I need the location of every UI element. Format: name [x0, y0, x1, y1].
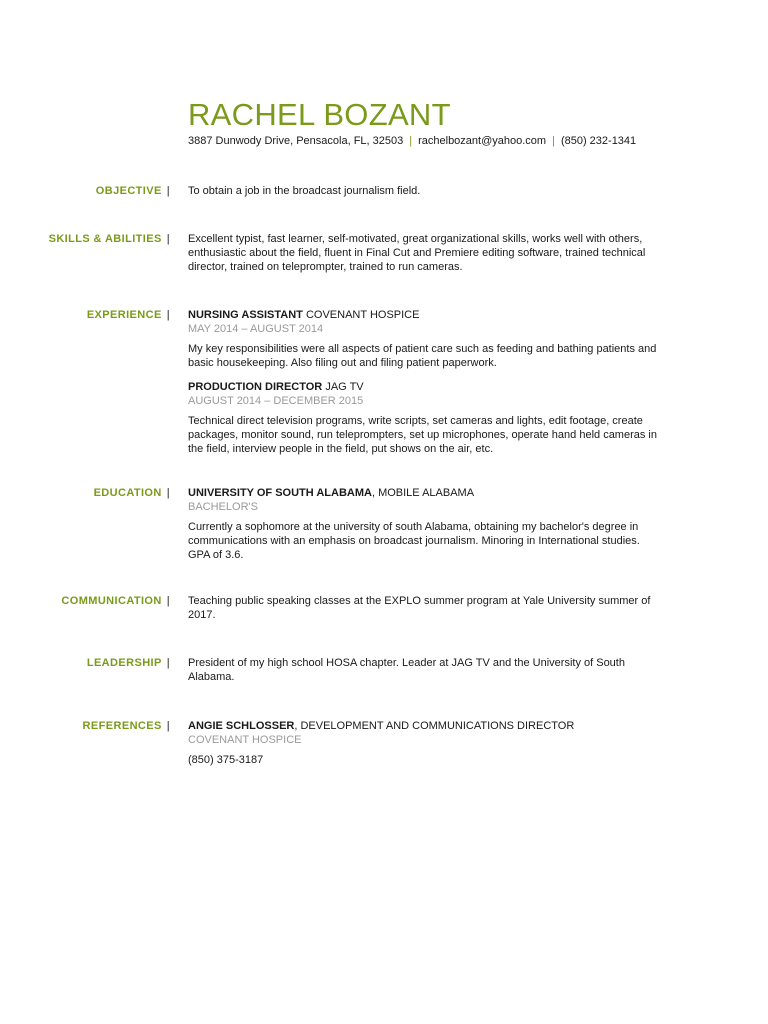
experience-content	[188, 308, 658, 456]
address: 3887 Dunwody Drive, Pensacola, FL, 32503	[188, 135, 404, 147]
education-heading	[188, 486, 658, 500]
reference-heading	[188, 719, 658, 733]
leadership-text: President of my high school HOSA chapter. Leader at JAG TV and the University of South Alabama.	[188, 657, 625, 683]
contact-line	[188, 134, 636, 148]
job-company: COVENANT HOSPICE	[305, 309, 420, 321]
school-location: , MOBILE ALABAMA	[371, 487, 475, 499]
job-company: JAG TV	[325, 381, 364, 393]
label-divider: |	[166, 309, 170, 321]
phone: (850) 232-1341	[560, 135, 637, 147]
label-divider: |	[166, 657, 170, 669]
section-label-experience: EXPERIENCE |	[86, 309, 170, 321]
education-content	[188, 486, 658, 562]
job-heading	[188, 308, 658, 322]
candidate-name: RACHEL BOZANT	[188, 97, 451, 132]
leadership-content	[188, 656, 658, 684]
job-description: Technical direct television programs, write scripts, set cameras and lights, edit footage, create packages, monitor sound, run teleprompters, set up microphones, operate hand held cameras in the field, interview people in the field, put shows on the air, etc.	[188, 415, 657, 455]
objective-text: To obtain a job in the broadcast journalism field.	[188, 185, 421, 197]
job-dates: MAY 2014 – AUGUST 2014	[188, 323, 324, 335]
job-entry	[188, 308, 658, 370]
label-divider: |	[166, 487, 170, 499]
objective-content	[188, 184, 658, 198]
section-label-references: REFERENCES |	[82, 720, 170, 732]
skills-content	[188, 232, 658, 274]
job-entry	[188, 380, 658, 456]
section-label-objective: OBJECTIVE |	[95, 185, 170, 197]
reference-organization: COVENANT HOSPICE	[188, 734, 302, 746]
label-divider: |	[166, 233, 170, 245]
label-divider: |	[166, 185, 170, 197]
section-label-communication: COMMUNICATION |	[61, 595, 170, 607]
job-description: My key responsibilities were all aspects of patient care such as feeding and bathing patients and basic housekeeping. Also filing out and filing patient paperwork.	[188, 343, 657, 369]
reference-name: ANGIE SCHLOSSER	[188, 720, 295, 732]
education-description: Currently a sophomore at the university of south Alabama, obtaining my bachelor's degree in communications with an emphasis on broadcast journalism. Minoring in International studies. GPA of 3.6.	[188, 521, 640, 561]
job-title: PRODUCTION DIRECTOR	[188, 381, 323, 393]
job-heading	[188, 380, 658, 394]
contact-separator: |	[552, 135, 555, 147]
section-label-leadership: LEADERSHIP |	[86, 657, 170, 669]
label-divider: |	[166, 720, 170, 732]
references-content	[188, 719, 658, 767]
degree: BACHELOR'S	[188, 501, 258, 513]
reference-role: , DEVELOPMENT AND COMMUNICATIONS DIRECTOR	[294, 720, 575, 732]
skills-text: Excellent typist, fast learner, self-motivated, great organizational skills, works well with others, enthusiastic about the field, fluent in Final Cut and Premiere editing software, trained technical director, trained on teleprompter, trained to run cameras.	[188, 233, 646, 273]
section-label-skills: SKILLS & ABILITIES |	[48, 233, 170, 245]
school-name: UNIVERSITY OF SOUTH ALABAMA	[188, 487, 372, 499]
reference-phone: (850) 375-3187	[188, 754, 264, 766]
job-dates: AUGUST 2014 – DECEMBER 2015	[188, 395, 364, 407]
section-label-education: EDUCATION |	[93, 487, 170, 499]
contact-separator: |	[409, 135, 413, 147]
email: rachelbozant@yahoo.com	[418, 135, 547, 147]
label-divider: |	[166, 595, 170, 607]
communication-text: Teaching public speaking classes at the EXPLO summer program at Yale University summer of 2017.	[188, 595, 651, 621]
job-title: NURSING ASSISTANT	[188, 309, 303, 321]
communication-content	[188, 594, 658, 622]
